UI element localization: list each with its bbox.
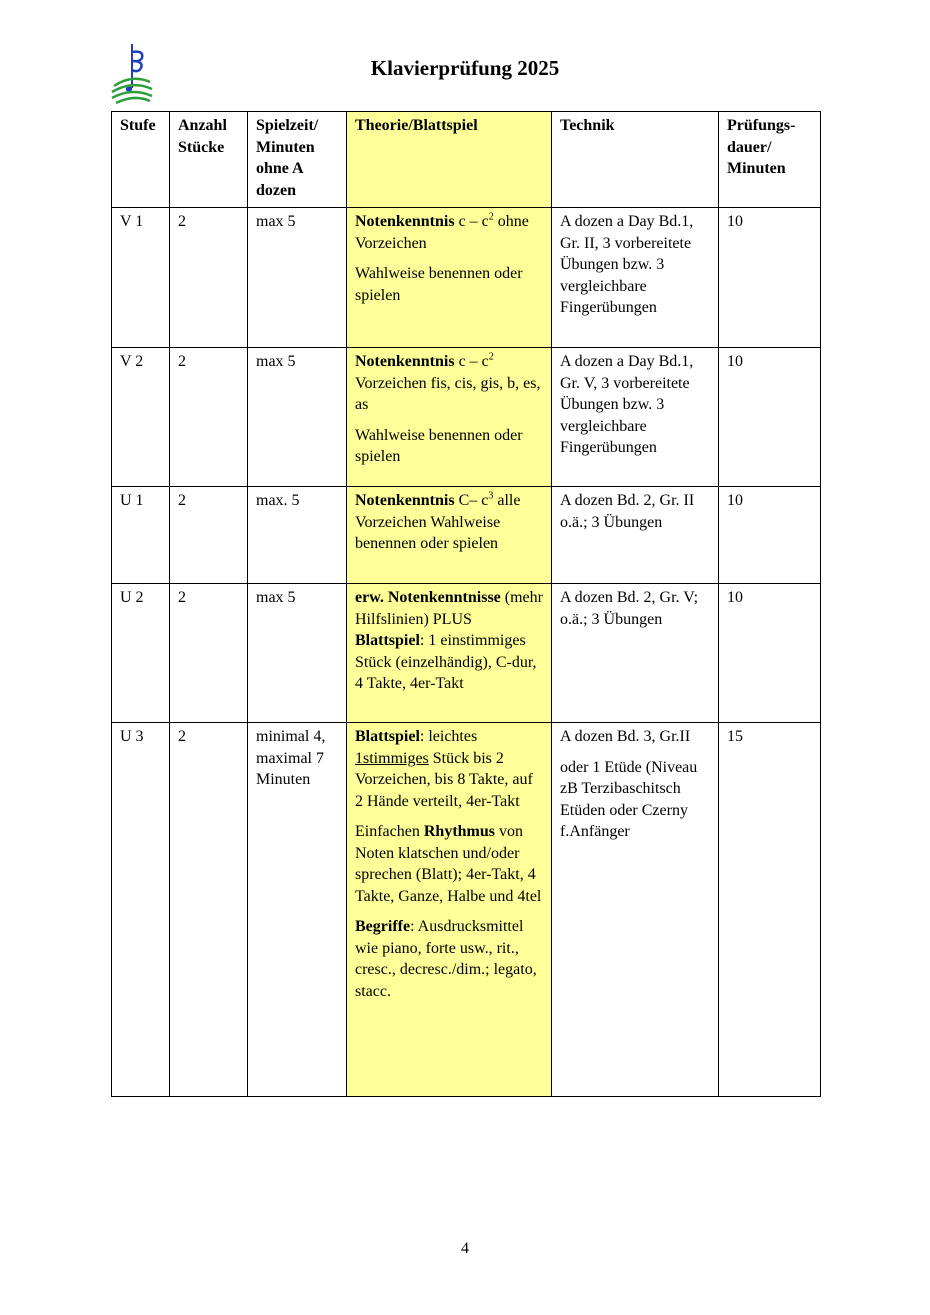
- theorie-text: alle Vorzeichen Wahlweise benennen oder spielen: [355, 492, 521, 552]
- table-row: [112, 487, 821, 584]
- cell-technik: A dozen Bd. 2, Gr. V; o.ä.; 3 Übungen: [552, 584, 719, 723]
- cell-technik: [552, 723, 719, 1097]
- cell-theorie: [347, 348, 552, 487]
- underlined-text: 1stimmiges: [355, 749, 429, 767]
- theorie-text: : leichtes: [419, 728, 478, 745]
- cell-theorie: [347, 584, 552, 723]
- cell-stufe: U 2: [112, 584, 170, 723]
- range-superscript: 2: [488, 211, 494, 223]
- range-text: c – c: [458, 213, 489, 230]
- table-row: [112, 723, 821, 1097]
- keyword-blattspiel: Blattspiel: [355, 728, 420, 745]
- table-row: [112, 208, 821, 348]
- keyword: erw. Notenkenntnisse: [355, 589, 501, 606]
- cell-spielzeit: max 5: [248, 348, 347, 487]
- header-stufe: Stufe: [112, 112, 170, 208]
- table-row: [112, 348, 821, 487]
- theorie-para1: [355, 351, 543, 416]
- cell-anzahl: 2: [170, 348, 248, 487]
- page-number: 4: [461, 1240, 469, 1257]
- range-superscript: 3: [488, 490, 494, 502]
- keyword-begriffe: Begriffe: [355, 918, 411, 935]
- cell-dauer: 10: [719, 584, 821, 723]
- header-anzahl-line1: Anzahl: [178, 117, 227, 134]
- cell-technik: A dozen Bd. 2, Gr. II o.ä.; 3 Übungen: [552, 487, 719, 584]
- cell-dauer: 10: [719, 208, 821, 348]
- keyword: Notenkenntnis: [355, 492, 455, 509]
- keyword-blattspiel: Blattspiel: [355, 632, 420, 649]
- header-spielzeit: Spielzeit/ Minuten ohne A dozen: [248, 112, 347, 208]
- page-title: Klavierprüfung 2025: [370, 56, 560, 80]
- cell-anzahl: 2: [170, 723, 248, 1097]
- cell-theorie: [347, 487, 552, 584]
- theorie-text: Einfachen: [355, 823, 420, 840]
- theorie-para2: [355, 821, 543, 907]
- theorie-text: : 1 einstimmiges Stück (einzelhändig), C-dur, 4 Takte, 4er-Takt: [355, 632, 537, 692]
- cell-anzahl: 2: [170, 487, 248, 584]
- theorie-para3: [355, 916, 543, 1002]
- theorie-para1: [355, 211, 543, 254]
- cell-stufe: V 2: [112, 348, 170, 487]
- header-technik: Technik: [552, 112, 719, 208]
- cell-technik: A dozen a Day Bd.1, Gr. II, 3 vorbereitete Übungen bzw. 3 vergleichbare Fingerübungen: [552, 208, 719, 348]
- technik-para2: oder 1 Etüde (Niveau zB Terzibaschitsch Etüden oder Czerny f.Anfänger: [560, 758, 698, 840]
- cell-technik: A dozen a Day Bd.1, Gr. V, 3 vorbereitete Übungen bzw. 3 vergleichbare Fingerübungen: [552, 348, 719, 487]
- cell-spielzeit: max 5: [248, 584, 347, 723]
- theorie-text: Ausdrucksmittel wie piano, forte usw., rit., cresc., decresc./dim.; legato, stacc.: [355, 918, 537, 1000]
- theorie-text: ohne Vorzeichen: [355, 213, 529, 252]
- exam-requirements-table: [111, 111, 821, 1097]
- range-text: C– c: [458, 492, 489, 509]
- cell-dauer: 10: [719, 348, 821, 487]
- table-header-row: [112, 112, 821, 208]
- cell-dauer: 10: [719, 487, 821, 584]
- cell-spielzeit: max 5: [248, 208, 347, 348]
- cell-anzahl: 2: [170, 584, 248, 723]
- cell-spielzeit: max. 5: [248, 487, 347, 584]
- header-anzahl: [170, 112, 248, 208]
- keyword: Notenkenntnis: [355, 213, 455, 230]
- theorie-text: Vorzeichen fis, cis, gis, b, es, as: [355, 374, 541, 413]
- theorie-text: :: [410, 918, 415, 935]
- theorie-para2: Wahlweise benennen oder spielen: [355, 426, 523, 465]
- cell-stufe: V 1: [112, 208, 170, 348]
- header-theorie: Theorie/Blattspiel: [347, 112, 552, 208]
- theorie-text: von Noten klatschen und/oder sprechen (Blatt); 4er-Takt, 4 Takte, Ganze, Halbe und 4tel: [355, 823, 542, 905]
- cell-spielzeit: minimal 4, maximal 7 Minuten: [248, 723, 347, 1097]
- cell-theorie: [347, 208, 552, 348]
- range-text: c – c: [458, 353, 489, 370]
- table-row: [112, 584, 821, 723]
- technik-para1: A dozen Bd. 3, Gr.II: [560, 728, 691, 745]
- range-superscript: 2: [488, 351, 494, 363]
- theorie-text: (mehr Hilfslinien) PLUS: [355, 589, 543, 628]
- keyword-rhythmus: Rhythmus: [423, 823, 495, 840]
- theorie-para2: Wahlweise benennen oder spielen: [355, 265, 523, 304]
- cell-stufe: U 3: [112, 723, 170, 1097]
- keyword: Notenkenntnis: [355, 353, 455, 370]
- header-dauer: Prüfungs- dauer/ Minuten: [719, 112, 821, 208]
- header-anzahl-line2: Stücke: [178, 138, 225, 156]
- cell-anzahl: 2: [170, 208, 248, 348]
- cell-theorie: [347, 723, 552, 1097]
- theorie-text: Stück bis 2 Vorzeichen, bis 8 Takte, auf 2 Hände verteilt, 4er-Takt: [355, 749, 533, 810]
- cell-stufe: U 1: [112, 487, 170, 584]
- theorie-para1: [355, 726, 543, 812]
- cell-dauer: 15: [719, 723, 821, 1097]
